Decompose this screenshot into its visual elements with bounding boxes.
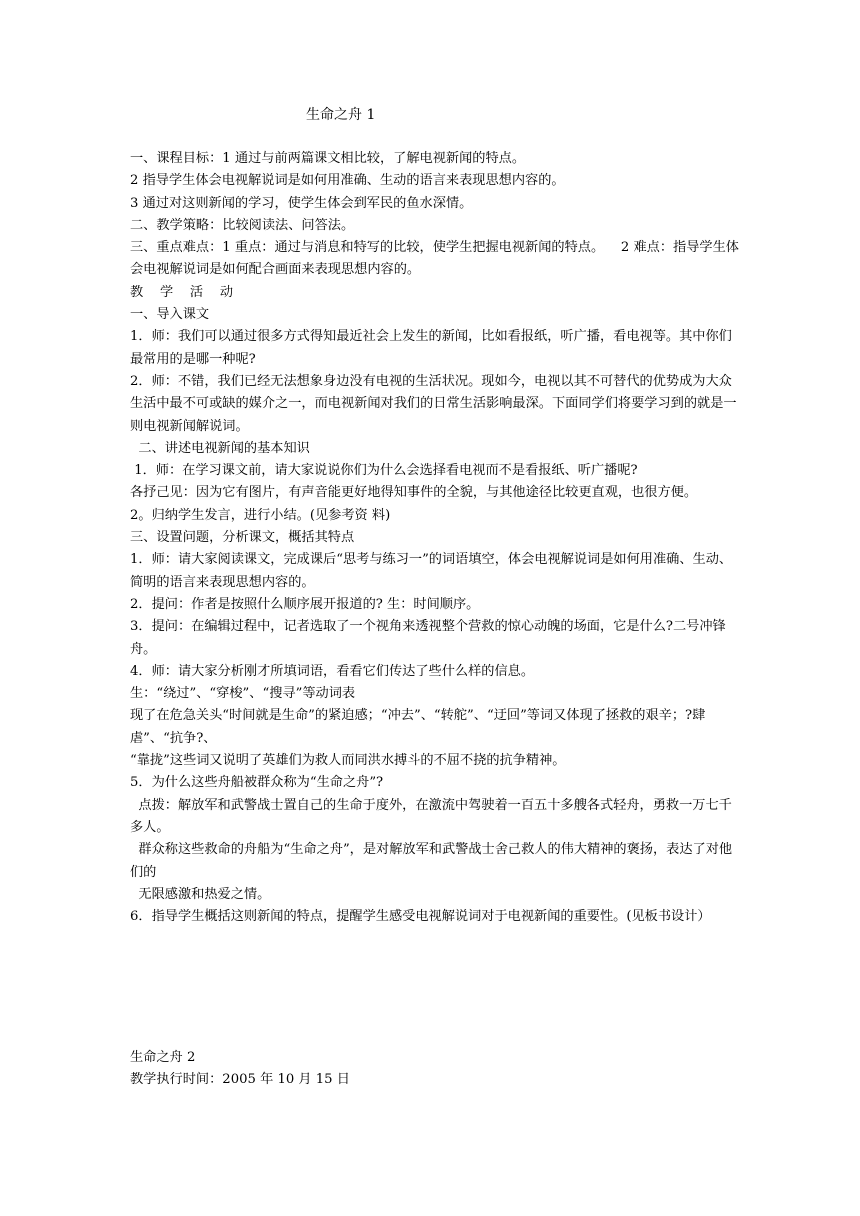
paragraph: 一、课程目标：1 通过与前两篇课文相比较，了解电视新闻的特点。 — [130, 151, 526, 166]
paragraph: 2．师：不错，我们已经无法想象身边没有电视的生活状况。现如今，电视以其不可替代的优势成为大众生活中最不可或缺的媒介之一，而电视新闻对我们的日常生活影响最深。下面同学们将要学习到的就是一则电视新闻解说词。 — [130, 373, 737, 434]
paragraph: 4．师：请大家分析刚才所填词语，看看它们传达了些什么样的信息。 — [130, 663, 535, 679]
paragraph: 生：“绕过”、“穿梭”、“搜寻”等动词表 — [130, 686, 356, 702]
document-title: 生命之舟 1 — [306, 107, 376, 123]
paragraph: 2。归纳学生发言，进行小结。(见参考资 料) — [130, 507, 391, 523]
paragraph: 三、设置问题，分析课文，概括其特点 — [130, 530, 355, 546]
paragraph: 二、教学策略：比较阅读法、问答法。 — [130, 217, 355, 233]
next-lesson-title: 生命之舟 2 — [130, 1050, 196, 1065]
paragraph: 2．提问：作者是按照什么顺序展开报道的? 生：时间顺序。 — [130, 596, 480, 612]
section-heading: 教 学 活 动 — [130, 284, 234, 300]
document-body — [130, 148, 740, 928]
paragraph: 1．师：请大家阅读课文，完成课后“思考与练习一”的词语填空，体会电视解说词是如何用准确、生动、简明的语言来表现思想内容的。 — [130, 552, 733, 590]
paragraph: 三、重点难点：1 重点：通过与消息和特写的比较，使学生把握电视新闻的特点。 2 难点：指导学生体会电视解说词是如何配合画面来表现思想内容的。 — [130, 240, 739, 278]
paragraph: 1．师：我们可以通过很多方式得知最近社会上发生的新闻，比如看报纸，听广播，看电视等。其中你们最常用的是哪一种呢? — [130, 329, 732, 367]
paragraph: 5．为什么这些舟船被群众称为“生命之舟”? — [130, 775, 384, 791]
paragraph: 3．提问：在编辑过程中，记者选取了一个视角来透视整个营救的惊心动魄的场面，它是什么?二号冲锋舟。 — [130, 619, 726, 657]
paragraph: 群众称这些救命的舟船为“生命之舟”，是对解放军和武警战士舍己救人的伟大精神的褒扬，表达了对他们的 — [130, 842, 733, 880]
execution-time: 教学执行时间：2005 年 10 月 15 日 — [130, 1072, 350, 1088]
paragraph: 一、导入课文 — [130, 307, 210, 323]
paragraph: 各抒己见：因为它有图片，有声音能更好地得知事件的全貌，与其他途径比较更直观，也很方便。 — [130, 485, 698, 501]
paragraph: 6．指导学生概括这则新闻的特点，提醒学生感受电视解说词对于电视新闻的重要性。(见板书设计） — [130, 909, 711, 925]
paragraph: “靠拢”这些词又说明了英雄们为救人而同洪水搏斗的不屈不挠的抗争精神。 — [130, 753, 566, 769]
paragraph: 3 通过对这则新闻的学习，使学生体会到军民的鱼水深情。 — [130, 195, 473, 211]
paragraph: 二、讲述电视新闻的基本知识 — [130, 440, 310, 456]
paragraph: 2 指导学生体会电视解说词是如何用准确、生动的语言来表现思想内容的。 — [130, 173, 565, 189]
next-lesson-header — [130, 1047, 740, 1092]
paragraph: 1．师：在学习课文前，请大家说说你们为什么会选择看电视而不是看报纸、听广播呢? — [130, 463, 638, 479]
paragraph: 现了在危急关头“时间就是生命”的紧迫感；“冲去”、“转舵”、“迂回”等词又体现了拯救的艰辛；?肆虐”、“抗争?、 — [130, 708, 706, 746]
paragraph: 点拨：解放军和武警战士置自己的生命于度外，在激流中驾驶着一百五十多艘各式轻舟，勇救一万七千多人。 — [130, 797, 732, 835]
paragraph: 无限感激和热爱之情。 — [130, 886, 271, 902]
